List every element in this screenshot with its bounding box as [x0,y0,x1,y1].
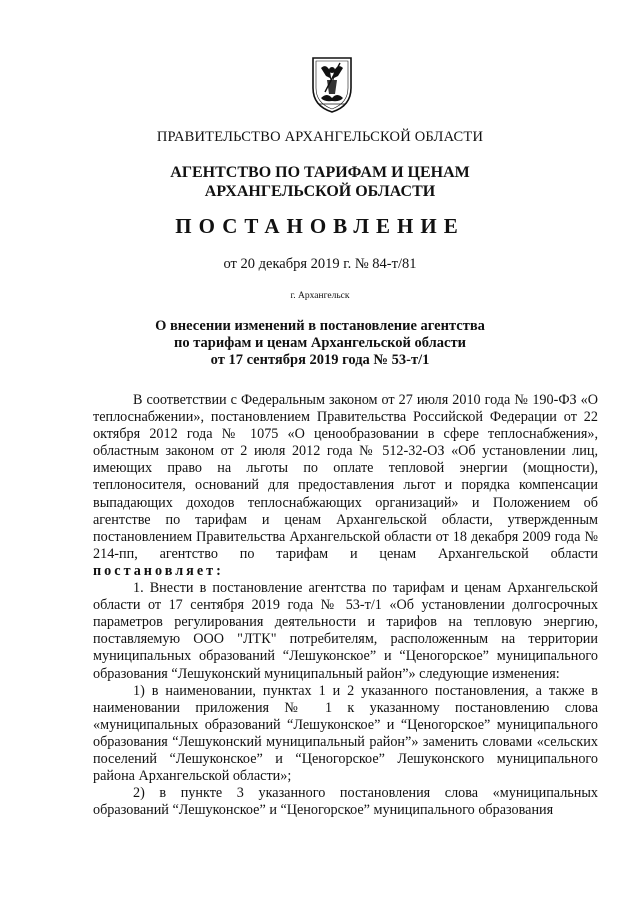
document-body [93,392,598,819]
document-date-number: от 20 декабря 2019 г. № 84-т/81 [223,256,417,272]
subject-line-2: по тарифам и ценам Архангельской области [174,335,466,351]
document-city: г. Архангельск [290,291,350,301]
document-type: ПОСТАНОВЛЕНИЕ [175,214,465,238]
subitem-1-paragraph: 1) в наименовании, пунктах 1 и 2 указанного постановления, а также в наименовании приложения № 1 к указанному постановлению слова «муниципальных образований “Лешуконское” и “Ценогорское” муниципального образования “Лешуконский муниципальный район”» заменить словами «сельских поселений “Лешуконское” и “Ценогорское” Лешуконского муниципального района Архангельской области»; [93,682,598,785]
agency-name-line-1: АГЕНТСТВО ПО ТАРИФАМ И ЦЕНАМ [170,164,470,181]
resolves-colon: : [216,562,224,579]
intro-paragraph [93,392,598,580]
intro-text: В соответствии с Федеральным законом от 27 июля 2010 года № 190-ФЗ «О теплоснабжении», постановлением Правительства Российской Федерации от 22 октября 2012 года № 1075 «О ценообразовании в сфере теплоснабжения», областным законом от 2 июля 2012 года № 512-32-ОЗ «Об установлении лиц, имеющих право на льготы по оплате тепловой энергии (мощности), теплоносителя, оснований для предоставления льгот и порядка компенсации выпадающих доходов теплоснабжающих организаций» и Положением об агентстве по тарифам и ценам Архангельской области, утвержденным постановлением Правительства Архангельской области от 18 декабря 2009 года № 214-пп, агентство по тарифам и ценам Архангельской области [93,392,598,562]
resolves-word: постановляет [93,562,217,579]
coat-of-arms-icon [307,54,357,114]
subject-line-3: от 17 сентября 2019 года № 53-т/1 [210,352,430,368]
document-subject [0,318,640,369]
subject-line-1: О внесении изменений в постановление агентства [155,318,485,334]
government-name: ПРАВИТЕЛЬСТВО АРХАНГЕЛЬСКОЙ ОБЛАСТИ [156,129,484,145]
agency-name-line-2: АРХАНГЕЛЬСКОЙ ОБЛАСТИ [204,183,436,200]
item-1-paragraph: 1. Внести в постановление агентства по тарифам и ценам Архангельской области от 17 сентября 2019 года № 53-т/1 «Об установлении долгосрочных параметров регулирования деятельности и тарифов на тепловую энергию, поставляемую ООО "ЛТК" потребителям, расположенным на территории муниципальных образований “Лешуконское” и “Ценогорское” муниципального образования “Лешуконский муниципальный район”» следующие изменения: [93,580,598,682]
subitem-2-paragraph: 2) в пункте 3 указанного постановления слова «муниципальных образований “Лешуконское” и “Ценогорское” муниципального образования [93,785,598,819]
agency-name [0,163,640,201]
